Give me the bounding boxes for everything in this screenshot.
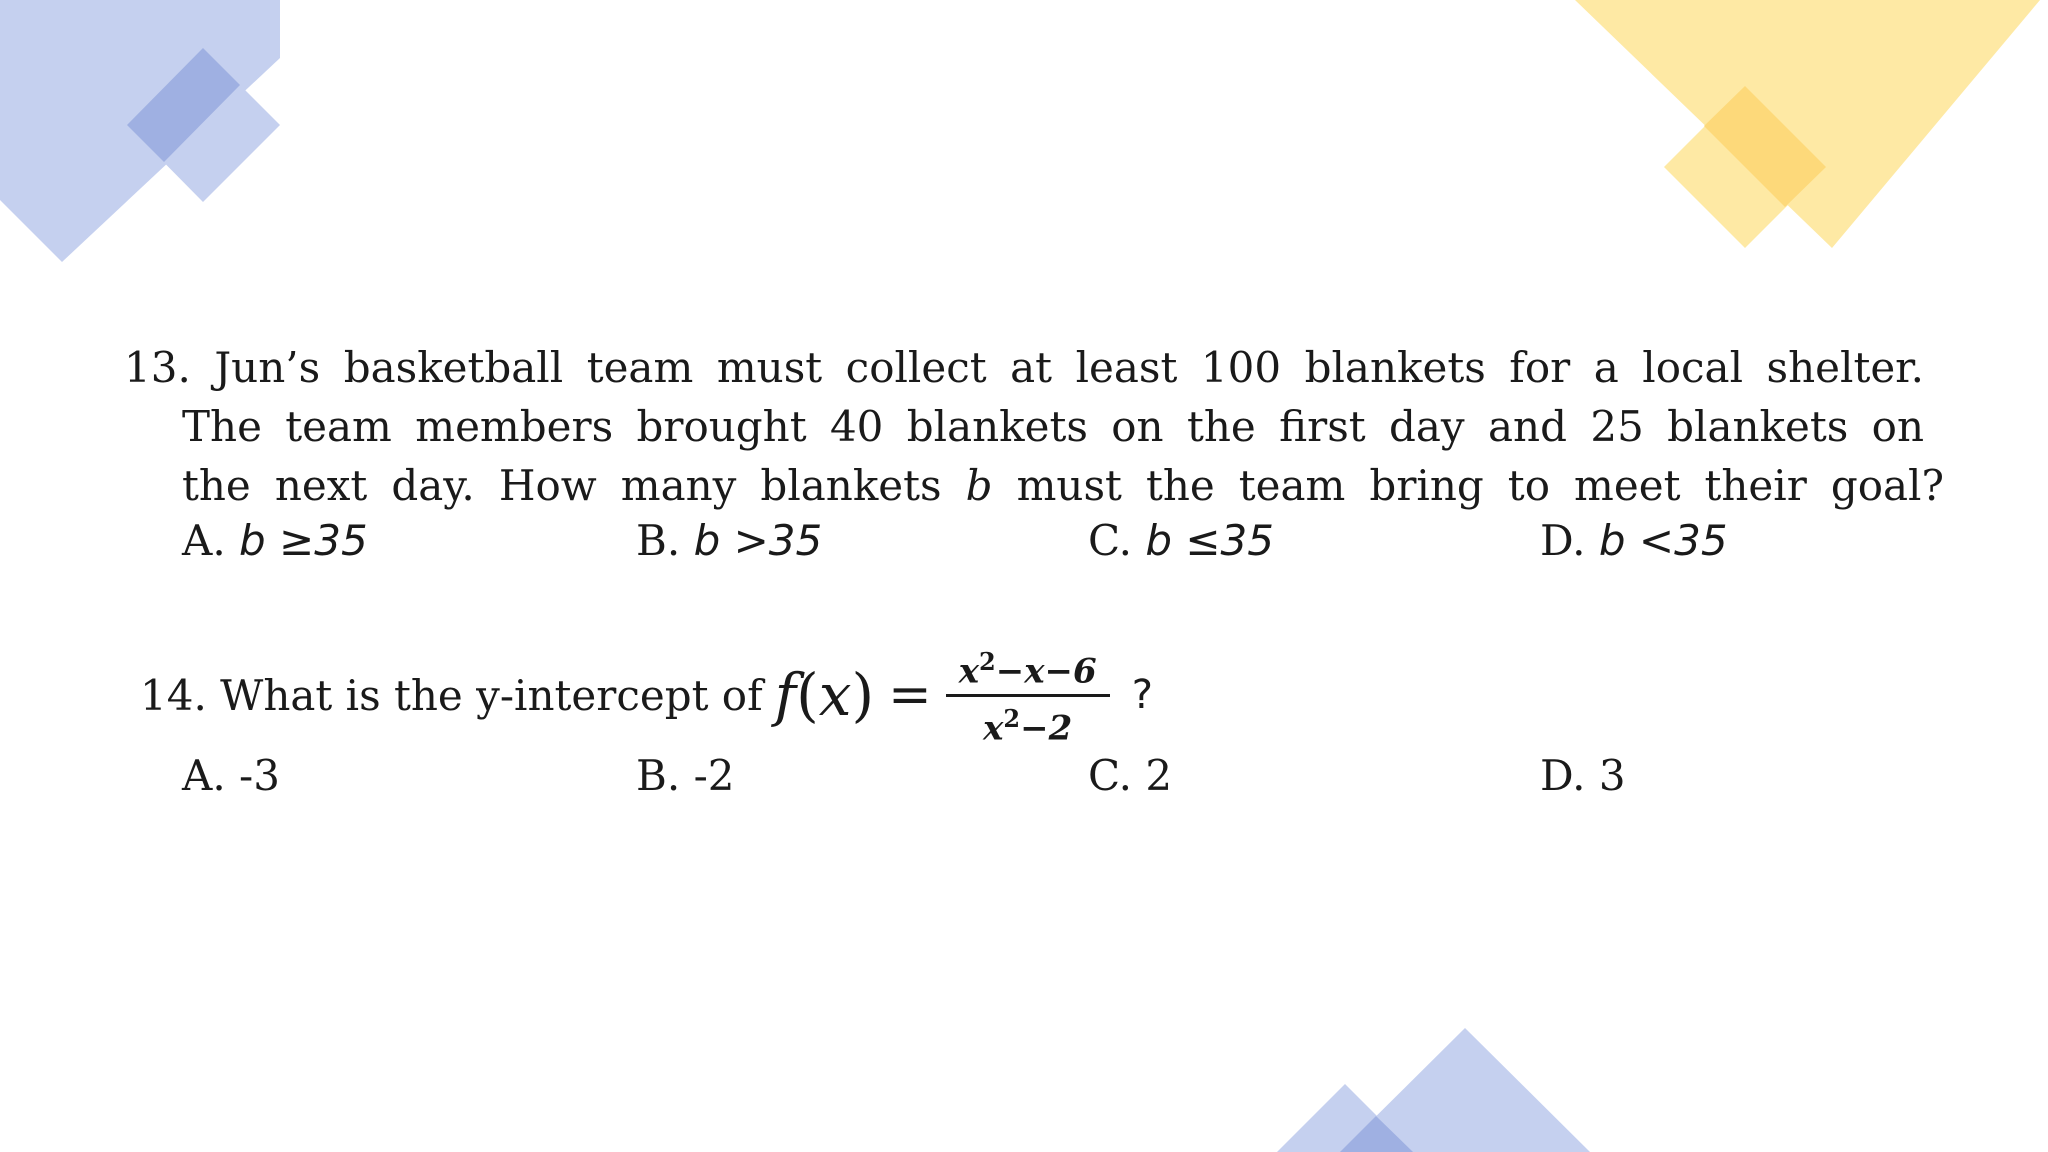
q14-choice-a-letter: A. [182,751,226,800]
q14-num-base: x [958,651,980,692]
q13-choice-a-answer: b ≥35 [239,516,368,565]
q14-choice-c-letter: C. [1088,751,1132,800]
q13-choice-a[interactable] [182,516,368,565]
q14-equals: = [888,665,932,725]
q14-function: f(x) [774,661,875,729]
q13-choice-b[interactable] [636,516,822,565]
q14-denominator [975,697,1080,750]
q13-choice-d-answer: b <35 [1598,516,1728,565]
q14-choices [0,751,2048,811]
q13-choice-b-letter: B. [636,516,681,565]
q14-prompt: 14. What is the y-intercept of [140,670,763,720]
q14-choice-b-letter: B. [636,751,681,800]
q13-choice-c-answer: b ≤35 [1145,516,1275,565]
q14-den-base: x [983,707,1004,748]
q13-choice-c[interactable] [1088,516,1274,565]
q13-choice-d-letter: D. [1540,516,1586,565]
q13-line-3 [182,456,1944,515]
question-13 [124,338,1944,515]
q13-line-1: 13. Jun’s basketball team must collect at least 100 blankets for a local shelter. [124,343,1924,392]
q13-choice-c-letter: C. [1088,516,1132,565]
q13-choices [0,516,2048,576]
q14-num-rest: −x−6 [995,651,1097,692]
q14-choice-d-answer: 3 [1598,751,1626,800]
q14-choice-d-letter: D. [1540,751,1586,800]
q13-variable-b: b [965,461,993,510]
q13-choice-d[interactable] [1540,516,1728,565]
question-14 [140,640,1153,750]
q13-choice-a-letter: A. [182,516,226,565]
q13-line-3-start: the next day. How many blankets [182,461,942,510]
q14-choice-c[interactable] [1088,751,1172,800]
q14-choice-c-answer: 2 [1145,751,1173,800]
deco-yellow-triangle-large [1575,0,2040,248]
q14-choice-b[interactable] [636,751,735,800]
q14-question-mark: ? [1131,672,1153,718]
q14-num-exp: 2 [979,647,996,677]
q13-line-3-end: must the team bring to meet their goal? [1016,461,1944,510]
q14-fraction [946,640,1110,750]
q14-choice-a[interactable] [182,751,280,800]
q14-function-arg: x [818,661,852,729]
q14-den-rest: −2 [1020,707,1073,748]
q14-numerator [951,640,1105,693]
q13-line-2: The team members brought 40 blankets on the first day and 25 blankets on [182,402,1924,451]
q14-choice-a-answer: -3 [239,751,280,800]
q14-choice-b-answer: -2 [693,751,735,800]
q14-function-name: f [774,661,797,729]
q14-den-exp: 2 [1003,703,1021,733]
q13-choice-b-answer: b >35 [693,516,823,565]
q14-choice-d[interactable] [1540,751,1626,800]
